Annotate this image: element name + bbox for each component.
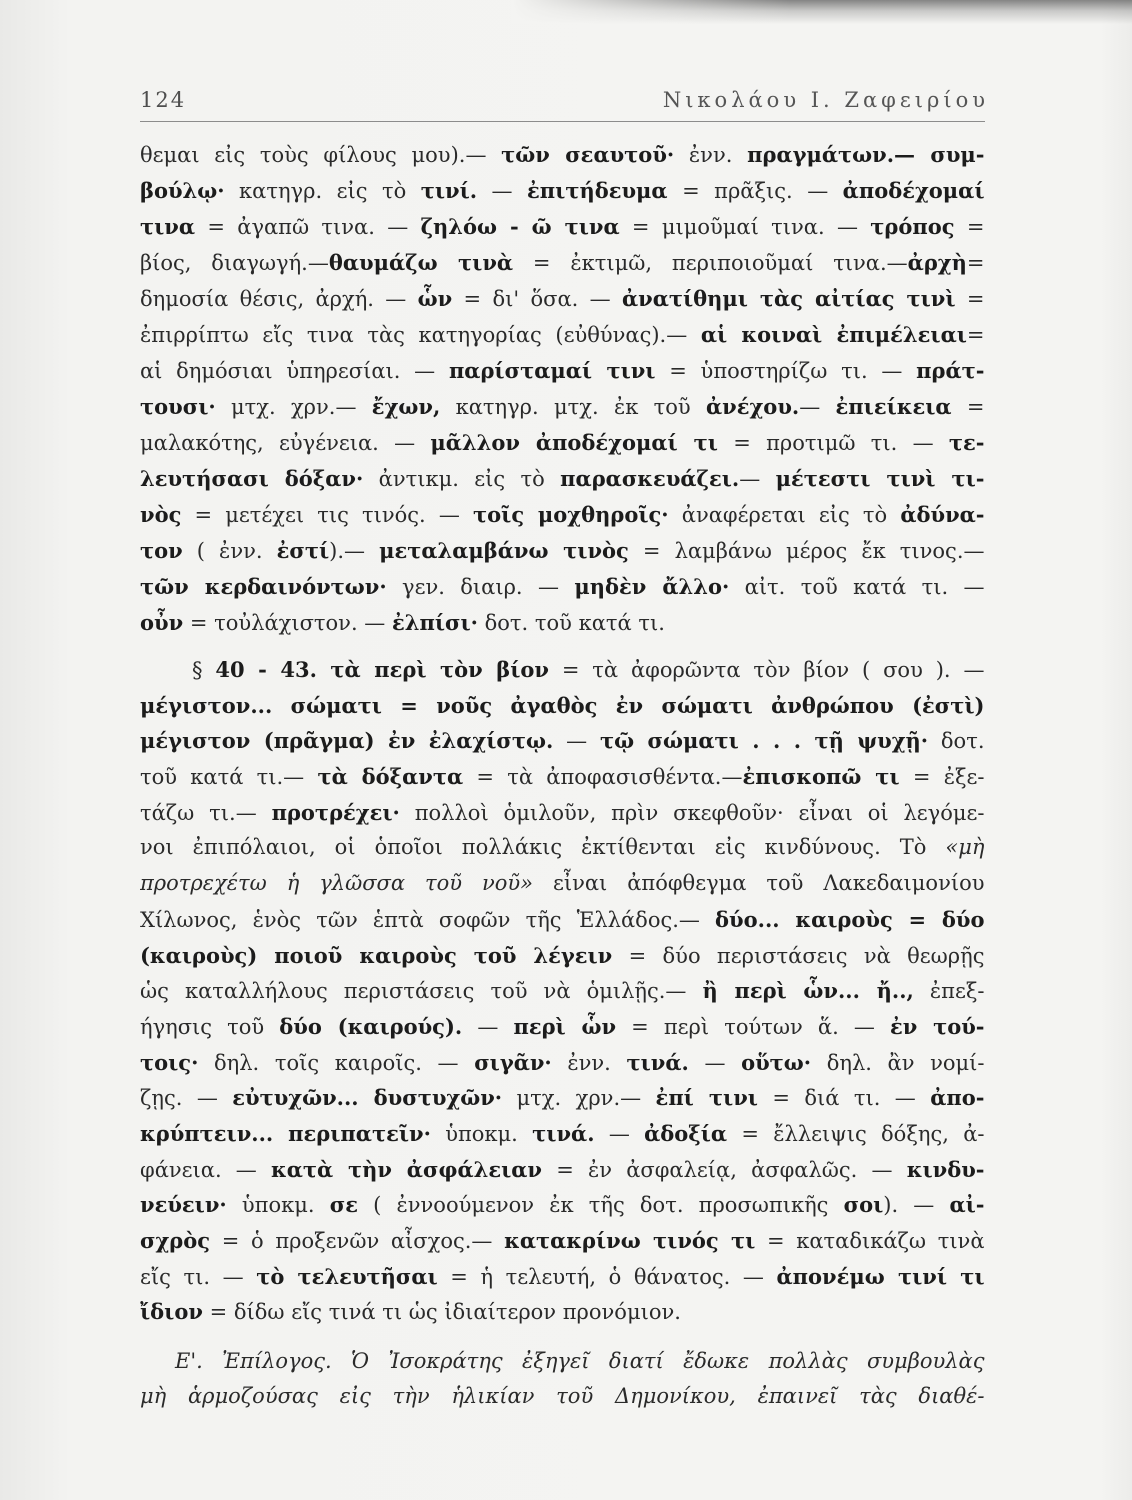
text-line-content — [140, 353, 985, 389]
bold-term: παρίσταμαί τινι — [448, 358, 656, 383]
glosses-paragraph — [140, 137, 985, 641]
gloss-text: ήγησις τοῦ — [140, 1014, 280, 1039]
bold-term: κατακρίνω τινός τι — [504, 1228, 756, 1253]
bold-term: ἐπιείκεια — [835, 394, 952, 419]
gloss-text: μτχ. χρν.— — [215, 395, 372, 419]
text-line-content — [192, 652, 984, 688]
bold-term: μεταλαμβάνω τινὸς — [379, 538, 629, 563]
bold-term: τινί. — [420, 178, 478, 203]
text-line — [140, 209, 985, 245]
bold-term: κινδυ- — [906, 1156, 985, 1182]
text-line — [140, 938, 985, 974]
bold-term: σε — [329, 1192, 358, 1218]
gloss-text: = τὰ ἀποφασισθέντα.— — [463, 765, 743, 790]
text-line — [140, 1045, 985, 1081]
bold-term: σχρὸς — [140, 1228, 211, 1253]
gloss-text: = πρᾶξις. — — [667, 179, 843, 203]
gloss-text: πολλοὶ ὁμιλοῦν, πρὶν σκεφθοῦν· εἶναι οἱ λεγόμε- — [399, 800, 985, 825]
text-line-content — [140, 389, 985, 425]
text-line-content — [140, 1294, 681, 1330]
bold-term: ἀρχὴ — [907, 250, 967, 275]
text-line — [140, 902, 985, 938]
gloss-text: ).— — [329, 539, 380, 563]
text-line-content — [140, 1223, 985, 1259]
gloss-text: δοτ. τοῦ κατά τι. — [477, 611, 665, 635]
gloss-text: = τοὐλάχιστον. — — [183, 611, 392, 635]
text-line-content — [140, 795, 985, 831]
bold-term: θαυμάζω τινὰ — [328, 250, 514, 275]
gloss-text: ὑποκμ. — [226, 1193, 330, 1218]
text-line-content — [140, 723, 985, 759]
bold-term: σιγᾶν· — [474, 1049, 552, 1075]
bold-term: οὕτω· — [741, 1049, 812, 1075]
text-line-content — [140, 830, 985, 866]
gloss-text: ζῃς. — — [140, 1086, 233, 1111]
gloss-text: ὡς καταλλήλους περιστάσεις τοῦ νὰ ὁμιλῇς.— — [140, 979, 703, 1004]
text-line — [140, 605, 985, 641]
text-line — [140, 425, 985, 461]
italic-text: «μὴ — [945, 835, 985, 860]
gloss-text: αἰτ. τοῦ κατά τι. — — [729, 575, 985, 599]
text-line — [140, 281, 985, 317]
bold-term: τῶν κερδαινόντων· — [140, 574, 387, 599]
text-line — [140, 353, 985, 389]
gloss-text: βίος, διαγωγή.— — [140, 251, 329, 275]
bold-term: πράτ- — [916, 358, 985, 383]
bold-term: νεύειν· — [140, 1192, 227, 1218]
text-line-content — [140, 1187, 985, 1223]
bold-term: ἔχων, — [371, 394, 441, 419]
gloss-text: = καταδικάζω τινὰ — [755, 1229, 985, 1253]
gloss-text: = ἡ τελευτή, ὁ θάνατος. — — [437, 1264, 777, 1289]
bold-term: ἐπιτήδευμα — [527, 178, 668, 203]
bold-term: ἀποδέχομαί — [842, 178, 985, 203]
gloss-text: = — [966, 251, 985, 275]
text-line-content — [175, 1344, 985, 1379]
text-line-content — [140, 533, 985, 569]
bold-term: 40 - 43. τὰ περὶ τὸν βίον — [215, 657, 549, 682]
gloss-text: = — [951, 395, 985, 419]
text-line-content — [140, 569, 985, 605]
bold-term: ἀνέχου. — [706, 394, 800, 419]
gloss-text: εἶναι ἀπόφθεγμα τοῦ Λακεδαιμονίου — [533, 871, 985, 896]
text-line-content — [140, 973, 985, 1009]
bold-term: κατὰ τὴν ἀσφάλειαν — [271, 1156, 542, 1182]
bold-term: αἱ κοιναὶ ἐπιμέλειαι — [700, 322, 967, 347]
gloss-text: — — [553, 729, 600, 754]
bold-term: ἀνατίθημι τὰς αἰτίας τινὶ — [621, 286, 956, 311]
gloss-text: — — [799, 395, 836, 419]
text-line-content — [140, 209, 985, 245]
text-line — [140, 652, 985, 688]
bold-term: περὶ ὧν — [513, 1013, 617, 1039]
text-line-content — [140, 173, 985, 209]
bold-term: ἐπισκοπῶ τι — [742, 764, 900, 790]
gloss-text: = — [954, 215, 985, 239]
gloss-text: = ἐν ἀσφαλείᾳ, ἀσφαλῶς. — — [542, 1157, 907, 1182]
bold-term: ἐν τού- — [889, 1013, 985, 1039]
gloss-text: ἐνν. — [551, 1050, 627, 1075]
gloss-text: νοι ἐπιπόλαιοι, οἱ ὁποῖοι πολλάκις ἐκτίθενται εἰς κινδύνους. Τὸ — [140, 835, 946, 860]
bold-term: τινά. — [626, 1049, 689, 1075]
gloss-text: = ἐξε- — [899, 765, 985, 790]
bold-term: μέγιστον (πρᾶγμα) ἐν ἐλαχίστῳ. — [140, 728, 554, 754]
bold-term: ζηλόω - ῶ τινα — [420, 214, 620, 239]
bold-term: ἢ περὶ ὧν... ἤ.., — [702, 978, 914, 1004]
gloss-text: τάζω τι.— — [140, 800, 272, 825]
text-line — [140, 389, 985, 425]
text-line-content — [140, 866, 985, 902]
running-header-title: Νικολάου Ι. Ζαφειρίου — [662, 88, 989, 112]
gloss-text: = διά τι. — — [757, 1086, 931, 1111]
gloss-text: = μιμοῦμαί τινα. — — [619, 215, 871, 239]
gloss-text: = τὰ ἀφορῶντα τὸν βίον ( σου ). — — [548, 658, 985, 682]
italic-text: μὴ ἁρμοζούσας εἰς τὴν ἡλικίαν τοῦ Δημονίκου, ἐπαινεῖ τὰς διαθέ- — [140, 1384, 985, 1408]
bold-term: οὖν — [140, 610, 184, 635]
gloss-text: — — [462, 1014, 514, 1039]
gloss-text: δημοσία θέσις, ἀρχή. — — [140, 287, 418, 311]
text-line — [140, 137, 985, 173]
text-line-content — [140, 281, 984, 317]
gloss-text: = μετέχει τις τινός. — — [181, 503, 474, 527]
text-line — [140, 1344, 985, 1379]
text-line — [140, 1187, 985, 1223]
gloss-text: — — [477, 179, 528, 203]
gloss-text: = — [955, 287, 985, 311]
gloss-text: = δι' ὅσα. — — [452, 287, 622, 311]
bold-term: ἐστί — [276, 538, 330, 563]
bold-term: τῷ σώματι . . . τῇ ψυχῇ· — [599, 728, 929, 754]
gloss-text: μτχ. χρν.— — [502, 1086, 656, 1111]
text-line — [140, 317, 985, 353]
gloss-text: θεμαι εἰς τοὺς φίλους μου).— — [140, 143, 502, 167]
bold-term: κρύπτειν... περιπατεῖν· — [140, 1120, 431, 1146]
gloss-text: ἐπεξ- — [913, 979, 985, 1004]
gloss-text: = ὁ προξενῶν αἶσχος.— — [210, 1229, 505, 1253]
page-edge-shadow — [512, 0, 1132, 24]
text-line-content — [140, 1009, 985, 1045]
text-line — [140, 973, 985, 1009]
bold-term: τῶν σεαυτοῦ· — [501, 142, 675, 167]
gloss-text: = ὑποστηρίζω τι. — — [655, 359, 917, 383]
text-line — [140, 688, 985, 724]
bold-term: δύο (καιρούς). — [279, 1013, 463, 1039]
text-line — [140, 1116, 985, 1152]
gloss-text: — — [739, 467, 776, 491]
gloss-text: = δύο περιστάσεις νὰ θεωρῇς — [612, 943, 985, 968]
gloss-text: τοῦ κατά τι.— — [140, 765, 318, 790]
gloss-text: γεν. διαιρ. — — [386, 575, 575, 599]
gloss-text: — — [688, 1050, 742, 1075]
text-line — [140, 173, 985, 209]
text-line-content — [140, 497, 985, 533]
bold-term: (καιροὺς) ποιοῦ καιροὺς τοῦ λέγειν — [140, 942, 613, 968]
text-line-content — [140, 245, 985, 281]
text-line — [140, 1009, 985, 1045]
running-header — [140, 86, 989, 114]
gloss-text: = προτιμῶ τι. — — [717, 431, 949, 455]
text-line — [140, 1152, 985, 1188]
gloss-text: ἐπιρρίπτω εἴς τινα τὰς κατηγορίας (εὐθύνας).— — [140, 323, 701, 347]
text-line-content — [140, 317, 985, 353]
text-line-content — [140, 759, 985, 795]
gloss-text: εἴς τι. — — [140, 1264, 257, 1289]
gloss-text: κατηγρ. μτχ. ἐκ τοῦ — [440, 395, 706, 419]
gloss-text: — — [594, 1121, 645, 1146]
header-rule — [140, 121, 985, 122]
gloss-text: Χίλωνος, ἑνὸς τῶν ἑπτὰ σοφῶν τῆς Ἑλλάδος.— — [140, 907, 716, 932]
gloss-text: = ἔλλειψις δόξης, ἀ- — [727, 1121, 985, 1146]
bold-term: ἀδύνα- — [900, 502, 985, 527]
epilogue-paragraph — [140, 1344, 985, 1414]
text-line-content — [140, 1080, 984, 1116]
text-line — [140, 497, 985, 533]
gloss-text: αἱ δημόσιαι ὑπηρεσίαι. — — [140, 359, 449, 383]
gloss-text: ( ἐνν. — [182, 539, 277, 563]
text-line-content — [140, 461, 985, 497]
text-line — [140, 461, 985, 497]
gloss-text: ( ἐννοούμενον ἐκ τῆς δοτ. προσωπικῆς — [357, 1193, 844, 1218]
gloss-text: ὑποκμ. — [430, 1121, 533, 1146]
text-line-content — [140, 1259, 985, 1295]
text-line-content — [140, 137, 985, 173]
text-line — [140, 245, 985, 281]
section-40-43-paragraph — [140, 652, 985, 1330]
bold-term: σοι — [843, 1192, 884, 1218]
gloss-text: = — [966, 323, 985, 347]
bold-term: τε- — [948, 430, 985, 455]
bold-term: ἀδοξία — [644, 1120, 728, 1146]
bold-term: βούλῳ· — [140, 178, 225, 203]
bold-term: τινά. — [532, 1120, 595, 1146]
bold-term: τοῖς μοχθηροῖς· — [473, 502, 669, 527]
bold-term: ὧν — [417, 286, 453, 311]
bold-term: ἀπονέμω τινί τι — [776, 1263, 985, 1289]
text-line — [140, 723, 985, 759]
text-line — [140, 1379, 985, 1414]
italic-text: Ε'. Ἐπίλογος. Ὁ Ἰσοκράτης ἐξηγεῖ διατί ἔδωκε πολλὰς συμβουλὰς — [175, 1349, 985, 1373]
gloss-text: μαλακότης, εὐγένεια. — — [140, 431, 431, 455]
bold-term: τουσι· — [140, 394, 216, 419]
gloss-text: = λαμβάνω μέρος ἔκ τινος.— — [628, 539, 985, 563]
bold-term: πραγμάτων.— συμ- — [747, 142, 985, 167]
text-line-content — [140, 1379, 985, 1414]
page-number: 124 — [140, 88, 187, 112]
gloss-text: ἀναφέρεται εἰς τὸ — [668, 503, 901, 527]
bold-term: ἀπο- — [930, 1085, 985, 1111]
bold-term: νὸς — [140, 502, 182, 527]
text-line — [140, 830, 985, 866]
bold-term: τον — [140, 538, 183, 563]
text-line-content — [140, 938, 985, 974]
text-line-content — [140, 902, 985, 938]
text-line — [140, 866, 985, 902]
bold-term: τοις· — [140, 1049, 199, 1075]
text-line-content — [140, 1045, 985, 1081]
gloss-text: = ἐκτιμῶ, περιποιοῦμαί τινα.— — [513, 251, 908, 275]
gloss-text: = ἀγαπῶ τινα. — — [195, 215, 421, 239]
bold-term: τρόπος — [870, 214, 955, 239]
gloss-text: δηλ. τοῖς καιροῖς. — — [198, 1050, 475, 1075]
text-line — [140, 1294, 985, 1330]
text-line — [140, 795, 985, 831]
gloss-text: ἐνν. — [674, 143, 748, 167]
text-line-content — [140, 688, 985, 724]
italic-text: προτρεχέτω ἡ γλῶσσα τοῦ νοῦ» — [140, 871, 534, 896]
text-line-content — [140, 605, 665, 641]
bold-term: ἐπί τινι — [655, 1085, 758, 1111]
text-line-content — [140, 1116, 985, 1152]
bold-term: ἐλπίσι· — [391, 610, 478, 635]
text-line — [140, 1223, 985, 1259]
gloss-text: ἀντικμ. εἰς τὸ — [363, 467, 561, 491]
bold-term: τὸ τελευτῆσαι — [256, 1263, 438, 1289]
gloss-text: δηλ. ἂν νομί- — [811, 1050, 985, 1075]
bold-term: προτρέχει· — [271, 799, 400, 825]
gloss-text: φάνεια. — — [140, 1157, 271, 1182]
bold-term: δύο... καιροὺς = δύο — [715, 906, 985, 932]
gloss-text: § — [192, 658, 216, 682]
bold-term: παρασκευάζει. — [560, 466, 740, 491]
bold-term: τινα — [140, 214, 196, 239]
gloss-text: κατηγρ. εἰς τὸ — [224, 179, 421, 203]
bold-term: εὐτυχῶν... δυστυχῶν· — [232, 1085, 503, 1111]
bold-term: μᾶλλον ἀποδέχομαί τι — [430, 430, 718, 455]
bold-term: μέτεστι τινὶ τι- — [775, 466, 985, 491]
gloss-text: ). — — [883, 1193, 950, 1218]
bold-term: μηδὲν ἄλλο· — [574, 574, 730, 599]
bold-term: τὰ δόξαντα — [317, 764, 464, 790]
text-line — [140, 1259, 985, 1295]
text-line — [140, 1080, 985, 1116]
bold-term: αἰ- — [949, 1192, 985, 1218]
bold-term: μέγιστον... σώματι = νοῦς ἀγαθὸς ἐν σώματι ἀνθρώπου (ἐστὶ) — [140, 692, 985, 718]
bold-term: ἴδιον — [140, 1299, 203, 1325]
text-line — [140, 569, 985, 605]
gloss-text: δοτ. — [928, 729, 985, 754]
gloss-text: = δίδω εἴς τινά τι ὡς ἰδιαίτερον προνόμιον. — [202, 1300, 681, 1325]
bold-term: λευτήσασι δόξαν· — [140, 466, 364, 491]
text-line — [140, 533, 985, 569]
gloss-text: = περὶ τούτων ἅ. — — [616, 1014, 890, 1039]
text-line — [140, 759, 985, 795]
text-line-content — [140, 425, 985, 461]
text-line-content — [140, 1152, 985, 1188]
